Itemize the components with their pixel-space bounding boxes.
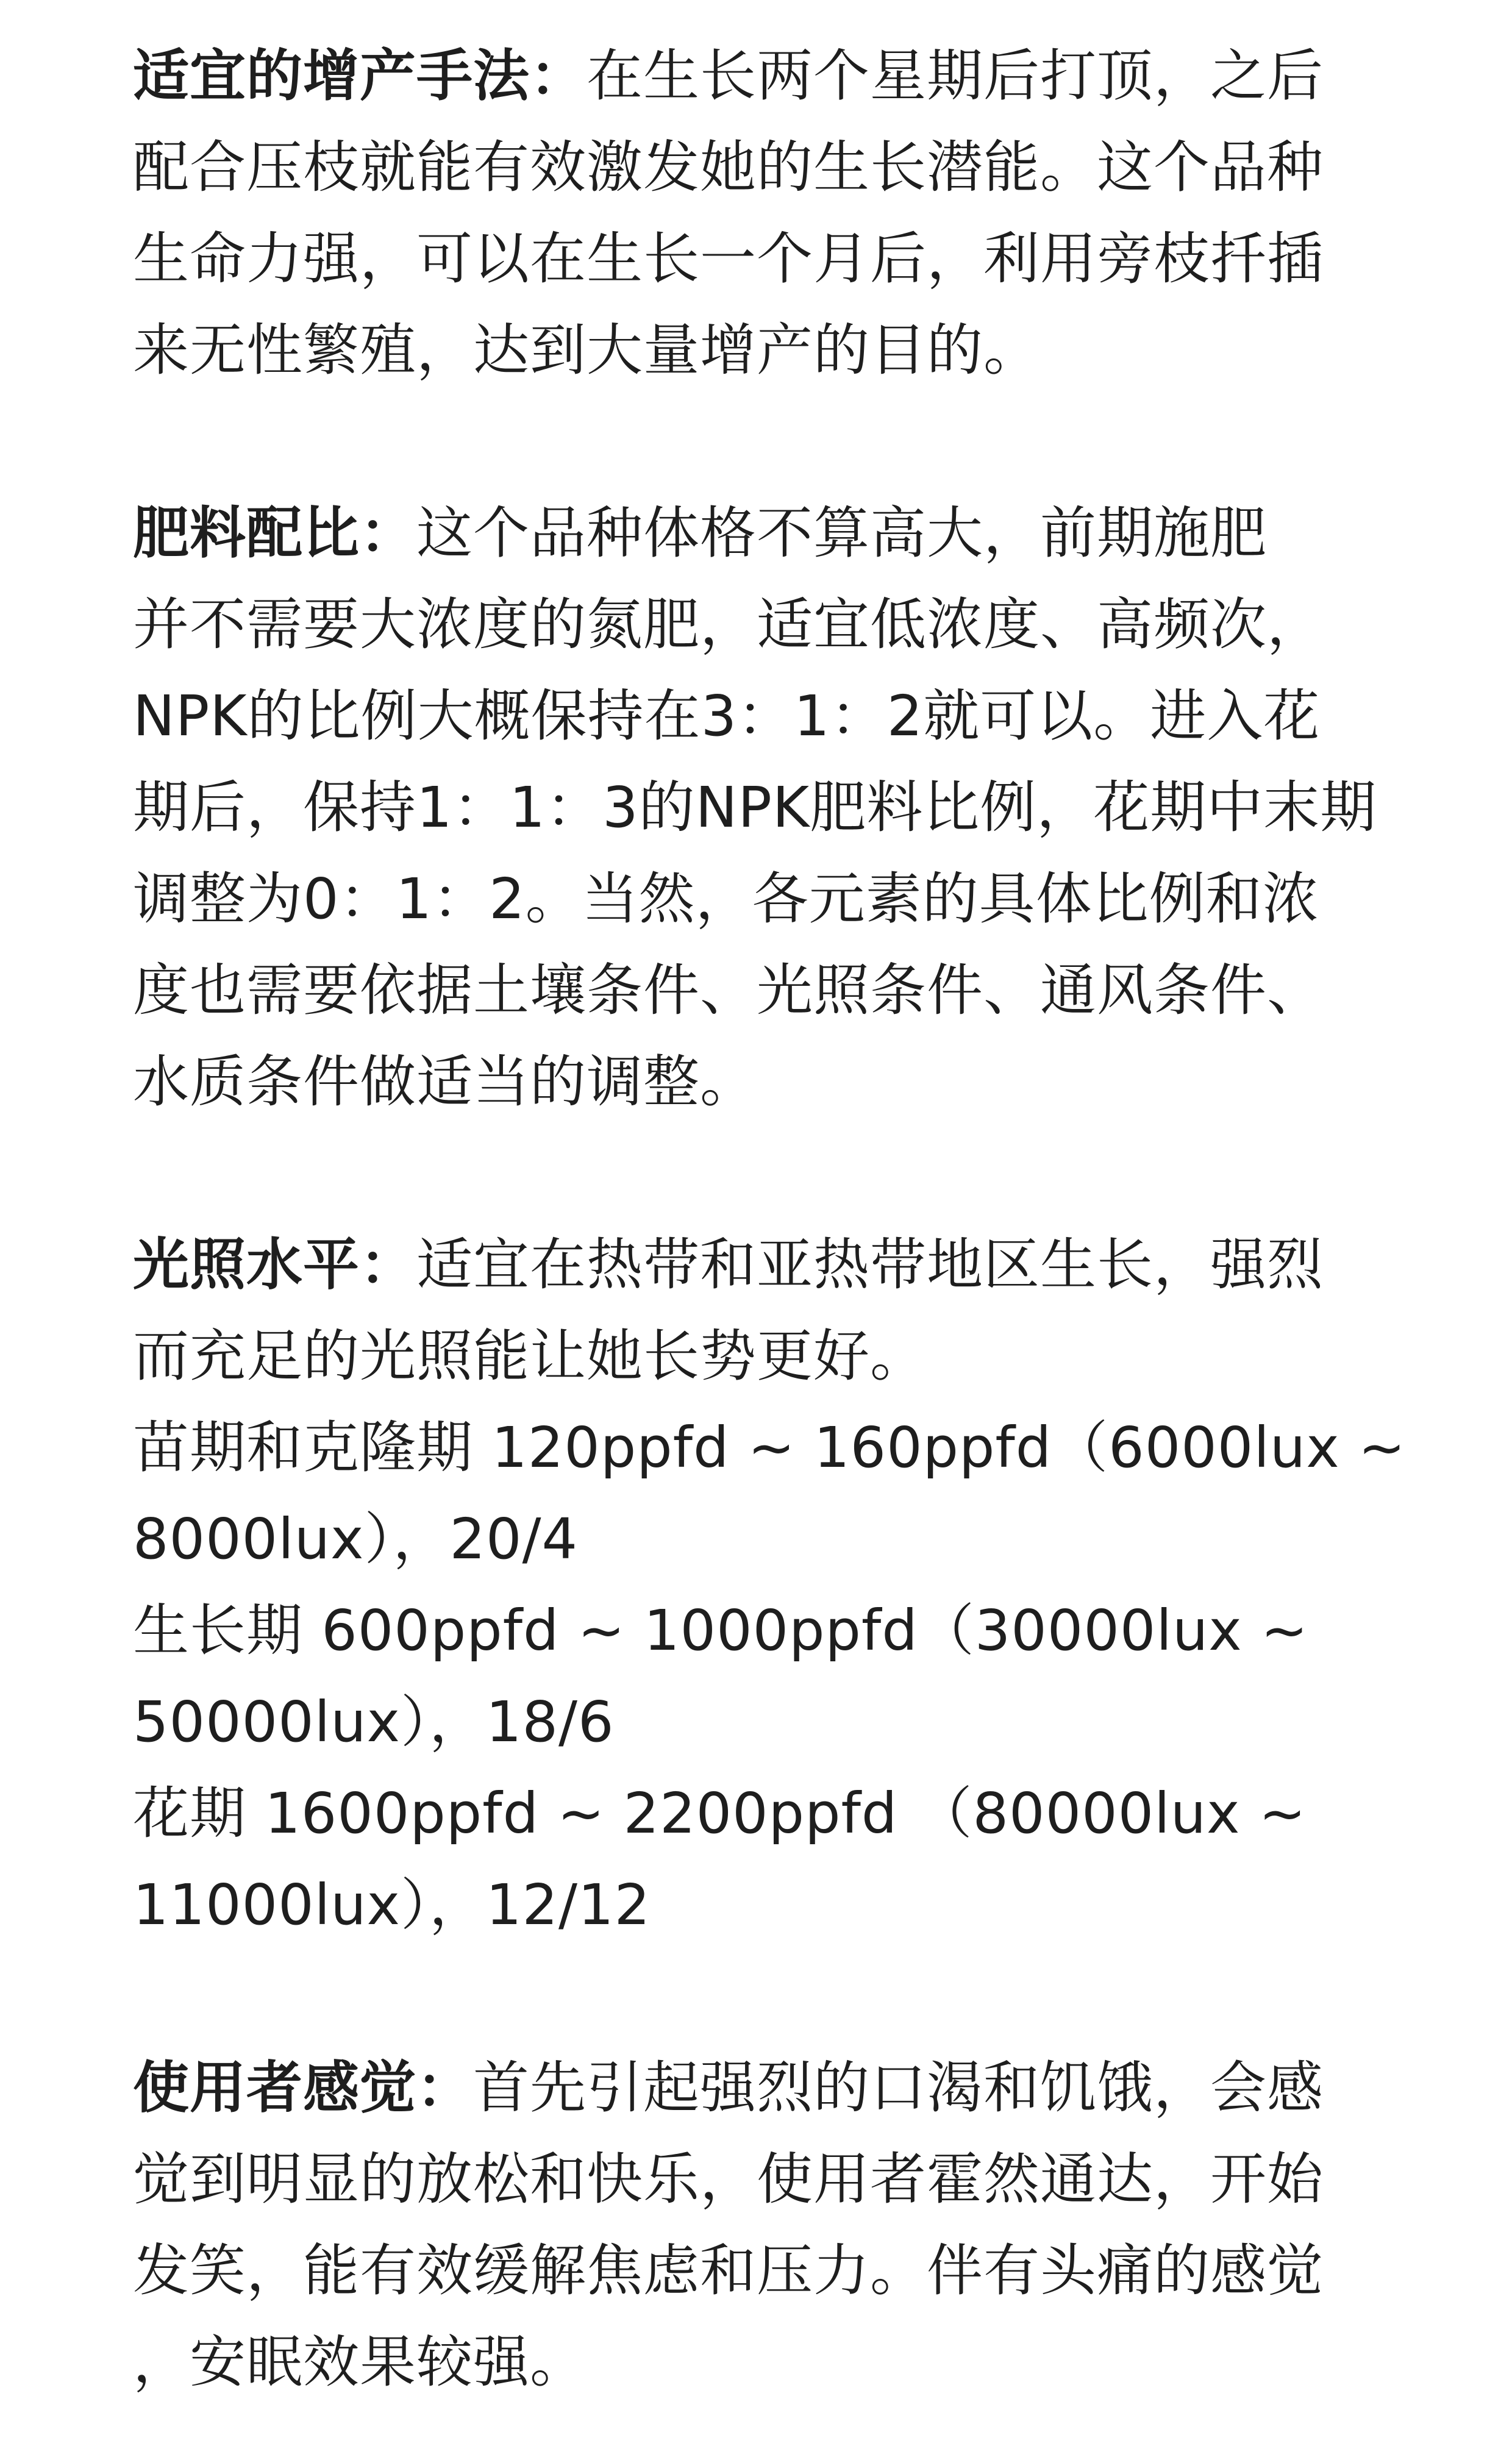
article (133, 30, 1406, 2408)
text-line: 来无性繁殖，达到大量增产的目的。 (133, 318, 1041, 383)
section-heading: 肥料配比： (133, 501, 417, 566)
text-line (133, 30, 1389, 122)
section-text: 适宜在热带和亚热带地区生长，强烈 (416, 1232, 1324, 1297)
section-text: 在生长两个星期后打顶，之后 (587, 43, 1324, 109)
text-line: 期后，保持1：1：3的NPK肥料比例，花期中末期 (133, 775, 1377, 840)
section-spacer (133, 1951, 1389, 2042)
text-line: 11000lux），12/12 (133, 1872, 651, 1937)
text-line: 50000lux），18/6 (133, 1689, 615, 1755)
text-line: 苗期和克隆期 120ppfd ~ 160ppfd（6000lux ~ (133, 1415, 1406, 1480)
section-heading: 光照水平： (133, 1232, 417, 1297)
text-line: 8000lux），20/4 (133, 1506, 579, 1572)
text-line: 而充足的光照能让她长势更好。 (133, 1324, 927, 1389)
section-heading: 使用者感觉： (133, 2055, 474, 2120)
text-line: 发笑，能有效缓解焦虑和压力。伴有头痛的感觉 (133, 2238, 1324, 2303)
section-light-level (133, 1219, 1406, 1951)
text-line: 水质条件做适当的调整。 (133, 1049, 757, 1114)
section-yield-method (133, 30, 1389, 396)
section-user-effects (133, 2042, 1389, 2408)
text-line: 度也需要依据土壤条件、光照条件、通风条件、 (133, 958, 1324, 1023)
text-line: 觉到明显的放松和快乐，使用者霍然通达，开始 (133, 2147, 1324, 2212)
text-line: 并不需要大浓度的氮肥，适宜低浓度、高频次， (133, 592, 1324, 657)
text-line: 生命力强，可以在生长一个月后，利用旁枝扦插 (133, 226, 1324, 291)
text-line: 生长期 600ppfd ~ 1000ppfd（30000lux ~ (133, 1598, 1309, 1663)
text-line: 调整为0：1：2。当然，各元素的具体比例和浓 (133, 866, 1319, 932)
section-spacer (133, 396, 1389, 488)
text-line: NPK的比例大概保持在3：1：2就可以。进入花 (133, 683, 1321, 749)
text-line: ，安眠效果较强。 (133, 2330, 587, 2395)
text-line: 配合压枝就能有效激发她的生长潜能。这个品种 (133, 135, 1324, 200)
text-line: 花期 1600ppfd ~ 2200ppfd （80000lux ~ (133, 1781, 1307, 1846)
section-spacer (133, 1128, 1389, 1219)
text-line (133, 488, 1389, 579)
section-text: 首先引起强烈的口渴和饥饿，会感 (473, 2055, 1324, 2120)
section-text: 这个品种体格不算高大，前期施肥 (416, 501, 1268, 566)
section-heading: 适宜的增产手法： (133, 43, 587, 109)
text-line (133, 1219, 1389, 1311)
section-fertilizer-ratio (133, 488, 1389, 1128)
text-line (133, 2042, 1389, 2134)
